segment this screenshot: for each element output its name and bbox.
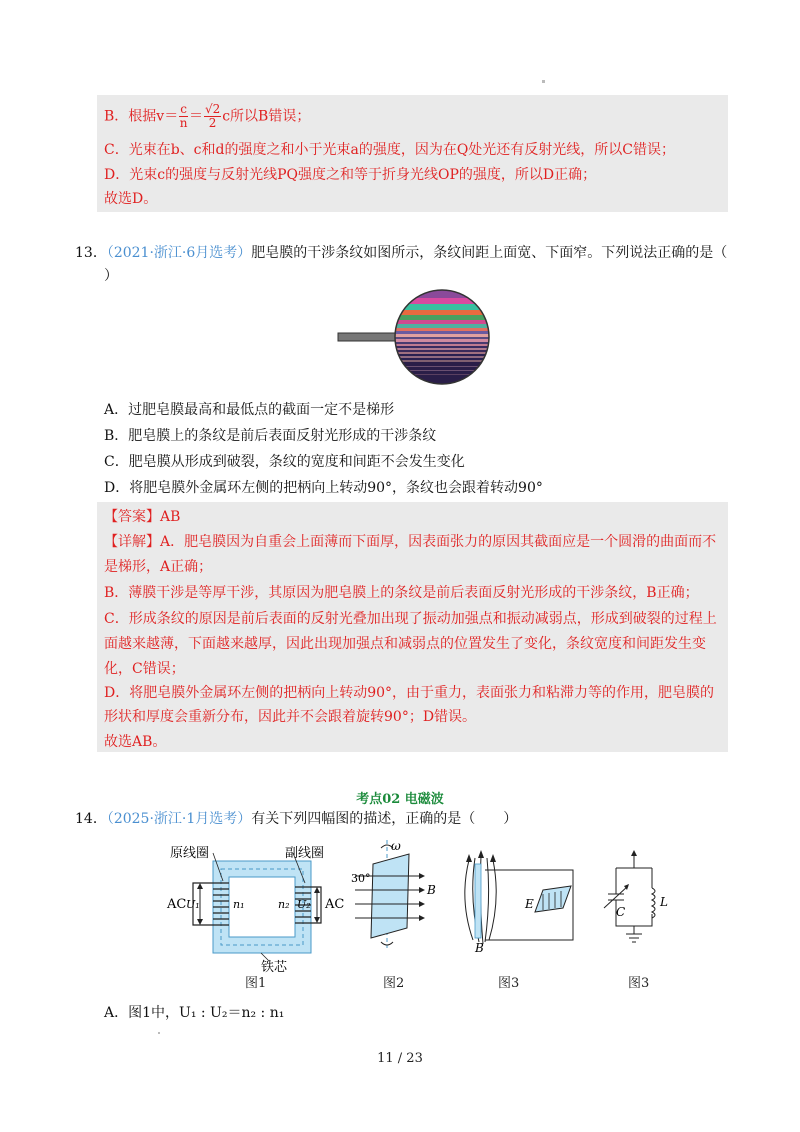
q13-option-c: C．肥皂膜从形成到破裂，条纹的宽度和间距不会发生变化	[104, 454, 465, 470]
figure-3-field	[455, 850, 580, 955]
fig1-primary-label: 原线圈	[170, 846, 210, 861]
fig1-u1: U₁	[186, 898, 200, 911]
fig4-l: L	[660, 895, 668, 909]
q13-stem	[75, 243, 727, 263]
bottom-mark	[158, 1032, 160, 1034]
q13-option-a: A．过肥皂膜最高和最低点的截面一定不是梯形	[104, 402, 395, 418]
q13-option-b: B．肥皂膜上的条纹是前后表面反射光形成的干涉条纹	[104, 428, 437, 444]
q13-detail-2: 是梯形，A正确；	[104, 559, 213, 575]
fig3-e: E	[525, 897, 534, 911]
corner-mark	[542, 80, 545, 83]
q14-source: （2025·浙江·1月选考）	[106, 811, 252, 827]
soap-film-figure	[336, 288, 496, 388]
caption-fig4: 图3	[628, 976, 650, 991]
answer-line-c: C．光束在b、c和d的强度之和小于光束a的强度，因为在Q处光还有反射光线，所以C错误；	[104, 142, 676, 158]
q13-detail-4: C．形成条纹的原因是前后表面的反射光叠加出现了振动加强点和振动减弱点，形成到破裂的过程上	[104, 611, 717, 627]
page-number: 11 / 23	[377, 1051, 423, 1066]
fig1-ac-left: AC	[167, 897, 187, 912]
answer-line-b: B．根据v＝ $\frac{c}{n}$ ＝ $\frac{√2}{2}$ c所以B错误；	[104, 102, 311, 130]
q13-detail-9: 故选AB。	[104, 734, 167, 750]
fig2-b: B	[427, 883, 436, 897]
answer-line-d: D．光束c的强度与反射光线PQ强度之和等于折身光线OP的强度，所以D正确；	[104, 167, 597, 183]
fig1-u2: U₂	[297, 898, 311, 911]
fig1-n1: n₁	[233, 898, 245, 911]
caption-fig3: 图3	[498, 976, 520, 991]
film-handle	[338, 333, 398, 341]
q14-option-a: A．图1中，U₁ : U₂＝n₂ : n₁	[104, 1005, 285, 1021]
q13-number: 13．	[75, 245, 107, 261]
fig1-core-label: 铁芯	[261, 960, 288, 973]
q14-stem	[75, 809, 517, 829]
fraction-sqrt2-2: $\frac{√2}{2}$	[204, 102, 221, 130]
fig4-c: C	[616, 905, 626, 919]
q13-detail-8: 形状和厚度会重新分布，因此并不会跟着旋转90°；D错误。	[104, 709, 477, 725]
q13-detail-7: D．将肥皂膜外金属环左侧的把柄向上转动90°，由于重力，表面张力和粘滞力等的作用，肥皂膜的	[104, 685, 715, 701]
answer-line-end: 故选D。	[104, 191, 158, 207]
q13-detail-6: 化，C错误；	[104, 661, 185, 677]
figure-2-coil	[345, 840, 440, 950]
section-title: 考点02 电磁波	[356, 792, 444, 807]
caption-fig1: 图1	[245, 976, 267, 991]
q13-stem-text: 肥皂膜的干涉条纹如图所示，条纹间距上面宽、下面窄。下列说法正确的是（	[251, 245, 728, 261]
q13-detail-5: 面越来越薄，下面越来越厚，因此出现加强点和减弱点的位置发生了变化，条纹宽度和间距发生变	[104, 636, 706, 652]
fig1-n2: n₂	[278, 898, 290, 911]
figure-4-lc-circuit	[596, 848, 676, 948]
fig2-omega: ω	[391, 840, 401, 853]
fig1-secondary-label: 副线圈	[285, 846, 325, 861]
fig1-ac-right: AC	[325, 897, 345, 912]
q13-stem-close: ）	[104, 268, 118, 284]
q13-source: （2021·浙江·6月选考）	[106, 245, 252, 261]
caption-fig2: 图2	[383, 976, 405, 991]
fig2-angle: 30°	[351, 872, 371, 885]
q13-answer: 【答案】AB	[104, 509, 181, 525]
q13-detail-3: B．薄膜干涉是等厚干涉，其原因为肥皂膜上的条纹是前后表面反射光形成的干涉条纹，B正确；	[104, 585, 699, 601]
fraction-c-n: $\frac{c}{n}$	[179, 102, 188, 130]
q13-detail-1: 【详解】A．肥皂膜因为自重会上面薄而下面厚，因表面张力的原因其截面应是一个圆滑的曲面而不	[104, 534, 717, 550]
fig3-b: B	[475, 941, 484, 955]
figure-1-transformer	[165, 843, 345, 973]
q14-stem-text: 有关下列四幅图的描述，正确的是（ ）	[251, 811, 518, 827]
q13-option-d: D．将肥皂膜外金属环左侧的把柄向上转动90°，条纹也会跟着转动90°	[104, 480, 543, 496]
q14-number: 14．	[75, 811, 107, 827]
